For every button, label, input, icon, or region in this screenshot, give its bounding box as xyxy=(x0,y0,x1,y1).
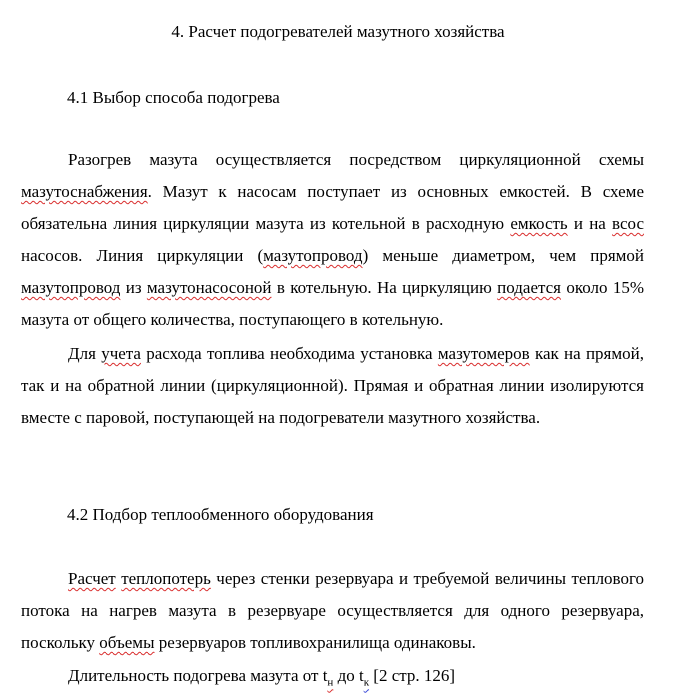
text-run: как на прямой, так и на обратной линии (циркуляционной). Прямая и обратная линии изолируются вместе с паровой, поступающей на подогреватели мазутного хозяйства. xyxy=(21,344,644,427)
text-run: . Мазут к насосам поступает из основных емкостей. В схеме обязательна линия циркуляции мазута из котельной в расходную xyxy=(21,182,644,233)
paragraph-heating-method xyxy=(21,144,644,336)
spelling-flagged-word: мазутомеров xyxy=(437,344,530,363)
paragraph-heating-duration xyxy=(21,660,644,692)
spelling-flagged-word: емкость xyxy=(510,214,568,233)
spelling-flagged-word: учета xyxy=(101,344,141,363)
text-run: ) меньше диаметром, чем прямой xyxy=(362,246,644,265)
text-run: [2 стр. 126] xyxy=(369,666,456,685)
subscript-start: н xyxy=(327,676,334,689)
spelling-flagged-word: теплопотерь xyxy=(121,569,211,588)
paragraph-heat-loss xyxy=(21,563,644,659)
spelling-flagged-word: Расчет xyxy=(68,569,116,588)
subsection-heading-4-1: 4.1 Выбор способа подогрева xyxy=(67,88,280,107)
text-run: резервуаров топливохранилища одинаковы. xyxy=(154,633,476,652)
subsection-heading-4-2: 4.2 Подбор теплообменного оборудования xyxy=(67,505,374,524)
paragraph-fuel-metering xyxy=(21,338,644,434)
spelling-flagged-word: всос xyxy=(612,214,644,233)
text-run: насосов. Линия циркуляции ( xyxy=(21,246,264,265)
text-run: Длительность подогрева мазута от t xyxy=(68,666,328,685)
text-run: Для xyxy=(68,344,102,363)
text-run: Разогрев мазута осуществляется посредством циркуляционной схемы xyxy=(68,150,644,169)
spelling-flagged-word: мазутоснабжения xyxy=(21,182,148,201)
spelling-flagged-word: объемы xyxy=(99,633,155,652)
spelling-flagged-word: подается xyxy=(497,278,561,297)
text-run: до t xyxy=(333,666,364,685)
subscript-end: к xyxy=(363,676,370,689)
spelling-flagged-word: мазутопровод xyxy=(263,246,363,265)
spelling-flagged-word: мазутопровод xyxy=(21,278,121,297)
spelling-flagged-word: мазутонасосоной xyxy=(146,278,272,297)
section-title: 4. Расчет подогревателей мазутного хозяйства xyxy=(171,22,505,41)
text-run: через стенки резервуара и требуемой величины теплового потока на нагрев мазута в резервуаре осуществляется для одного резервуара, поскольку xyxy=(21,569,645,652)
text-run: в котельную. На циркуляцию xyxy=(271,278,498,297)
text-run: около 15% мазута от общего количества, поступающего в котельную. xyxy=(21,278,644,329)
text-run: из xyxy=(120,278,147,297)
text-run: расхода топлива необходима установка xyxy=(140,344,438,363)
text-run: и на xyxy=(567,214,613,233)
